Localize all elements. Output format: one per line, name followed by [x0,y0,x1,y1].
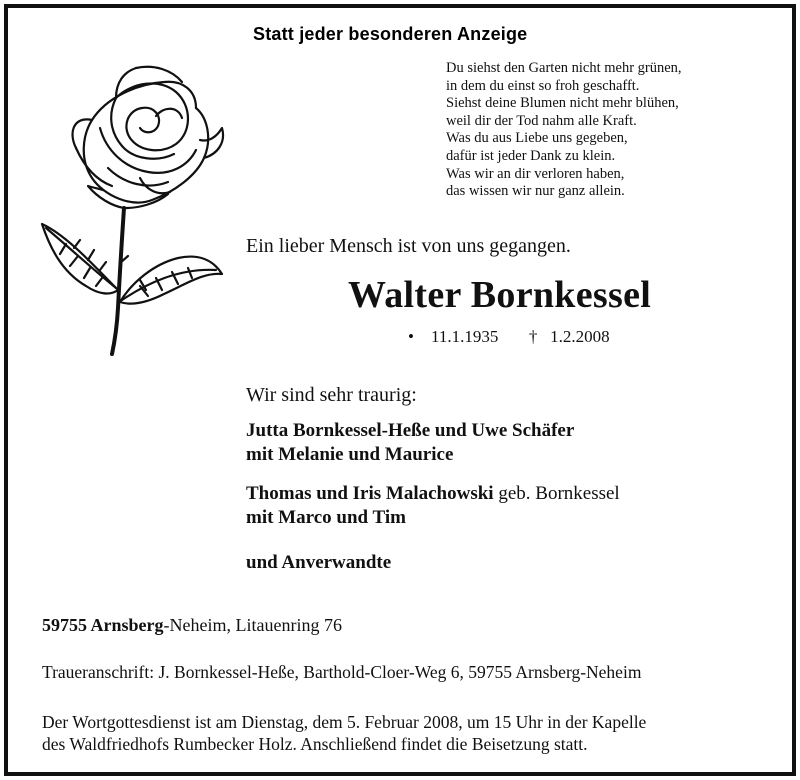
poem-line: das wissen wir nur ganz allein. [446,183,625,200]
family-group-1 [246,419,574,467]
address-city: 59755 Arnsberg [42,615,164,635]
home-address [42,615,342,636]
mourning-address: Traueranschrift: J. Bornkessel-Heße, Barthold-Cloer-Weg 6, 59755 Arnsberg-Neheim [42,662,642,682]
birth-symbol: • [408,327,414,346]
family-name: Thomas und Iris Malachowski [246,483,494,504]
mourners-intro: Wir sind sehr traurig: [246,384,417,406]
deceased-name: Walter Bornkessel [348,274,652,316]
family-maiden-name: geb. Bornkessel [493,483,620,504]
poem-line: weil dir der Tod nahm alle Kraft. [446,112,637,129]
relatives-line: und Anverwandte [246,552,392,573]
service-line: Der Wortgottesdienst ist am Dienstag, dem 5. Februar 2008, um 15 Uhr in der Kapelle [42,712,647,732]
birth-date: 11.1.1935 [430,327,499,346]
cross-icon: † [528,327,538,346]
poem [446,60,682,201]
poem-line: Was wir an dir verloren haben, [446,165,625,182]
poem-line: Was du aus Liebe uns gegeben, [446,130,628,147]
notice-heading: Statt jeder besonderen Anzeige [253,24,528,44]
death-date: 1.2.2008 [550,327,610,346]
obituary-notice [4,4,796,776]
family-line: mit Melanie und Maurice [246,444,454,465]
poem-line: Du siehst den Garten nicht mehr grünen, [446,60,682,76]
intro-text: Ein lieber Mensch ist von uns gegangen. [246,235,571,257]
address-street: -Neheim, Litauenring 76 [163,615,342,635]
service-line: des Waldfriedhofs Rumbecker Holz. Anschließend findet die Beisetzung statt. [42,734,588,754]
family-line: Jutta Bornkessel-Heße und Uwe Schäfer [246,420,575,441]
family-line: mit Marco und Tim [246,507,406,528]
poem-line: in dem du einst so froh geschafft. [446,77,640,94]
life-dates [408,327,610,347]
service-info [42,711,646,755]
poem-line: dafür ist jeder Dank zu klein. [446,147,616,164]
rose-icon [36,58,226,358]
family-group-2 [246,482,620,530]
poem-line: Siehst deine Blumen nicht mehr blühen, [446,95,679,112]
